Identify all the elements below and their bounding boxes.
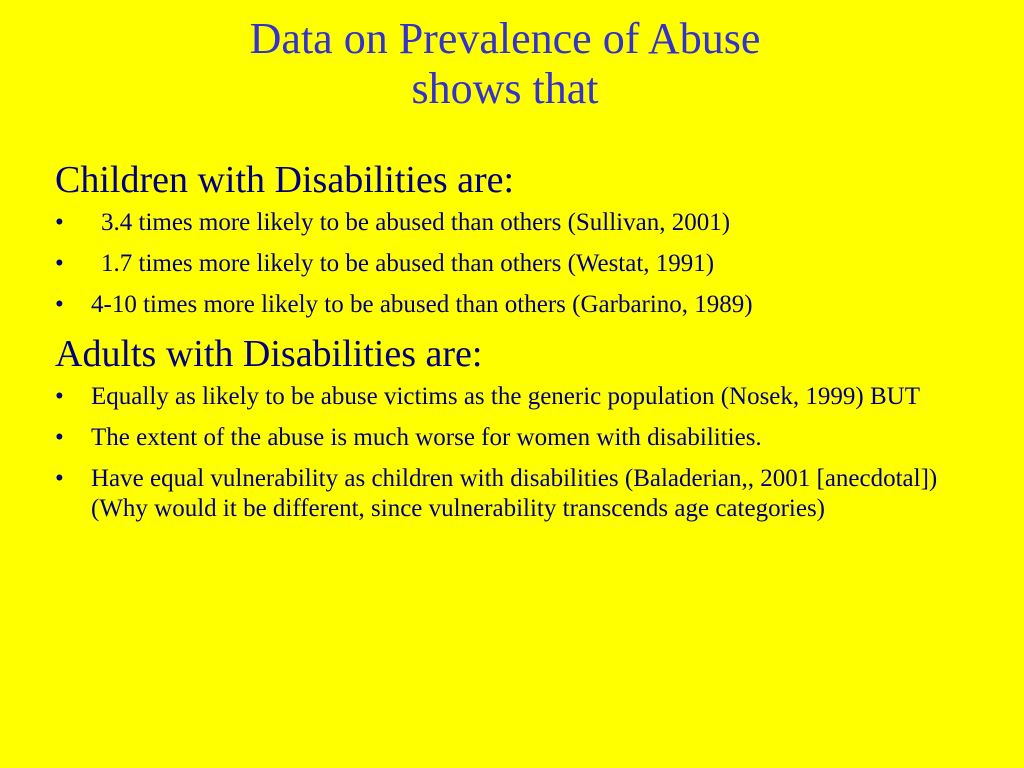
bullet-item [55, 423, 975, 453]
adults-section-heading: Adults with Disabilities are: [55, 333, 483, 375]
children-section-heading: Children with Disabilities are: [55, 159, 515, 201]
slide-title-line-1: Data on Prevalence of Abuse [249, 14, 761, 63]
bullet-item [55, 208, 975, 238]
bullet-glyph: • [55, 209, 64, 236]
bullet-glyph: • [55, 424, 64, 451]
bullet-glyph: • [55, 291, 64, 318]
bullet-text: The extent of the abuse is much worse for women with disabilities. [91, 424, 762, 451]
bullet-text: 4-10 times more likely to be abused than others (Garbarino, 1989) [91, 291, 753, 318]
bullet-text: 1.7 times more likely to be abused than others (Westat, 1991) [101, 250, 715, 277]
bullet-item [55, 464, 975, 524]
bullet-glyph: • [55, 250, 64, 277]
bullet-text: Have equal vulnerability as children with disabilities (Baladerian,, 2001 [anecdotal]) (Why would it be different, since vulnerability transcends age categories) [91, 465, 938, 522]
bullet-glyph: • [55, 383, 64, 410]
slide-title-line-2: shows that [411, 64, 599, 113]
bullet-text: 3.4 times more likely to be abused than others (Sullivan, 2001) [101, 209, 731, 236]
bullet-item [55, 290, 975, 320]
bullet-text: Equally as likely to be abuse victims as the generic population (Nosek, 1999) BUT [91, 383, 920, 410]
bullet-item [55, 249, 975, 279]
slide-title [0, 14, 1010, 114]
slide-body [55, 158, 975, 535]
bullet-item [55, 382, 975, 412]
bullet-glyph: • [55, 465, 64, 492]
